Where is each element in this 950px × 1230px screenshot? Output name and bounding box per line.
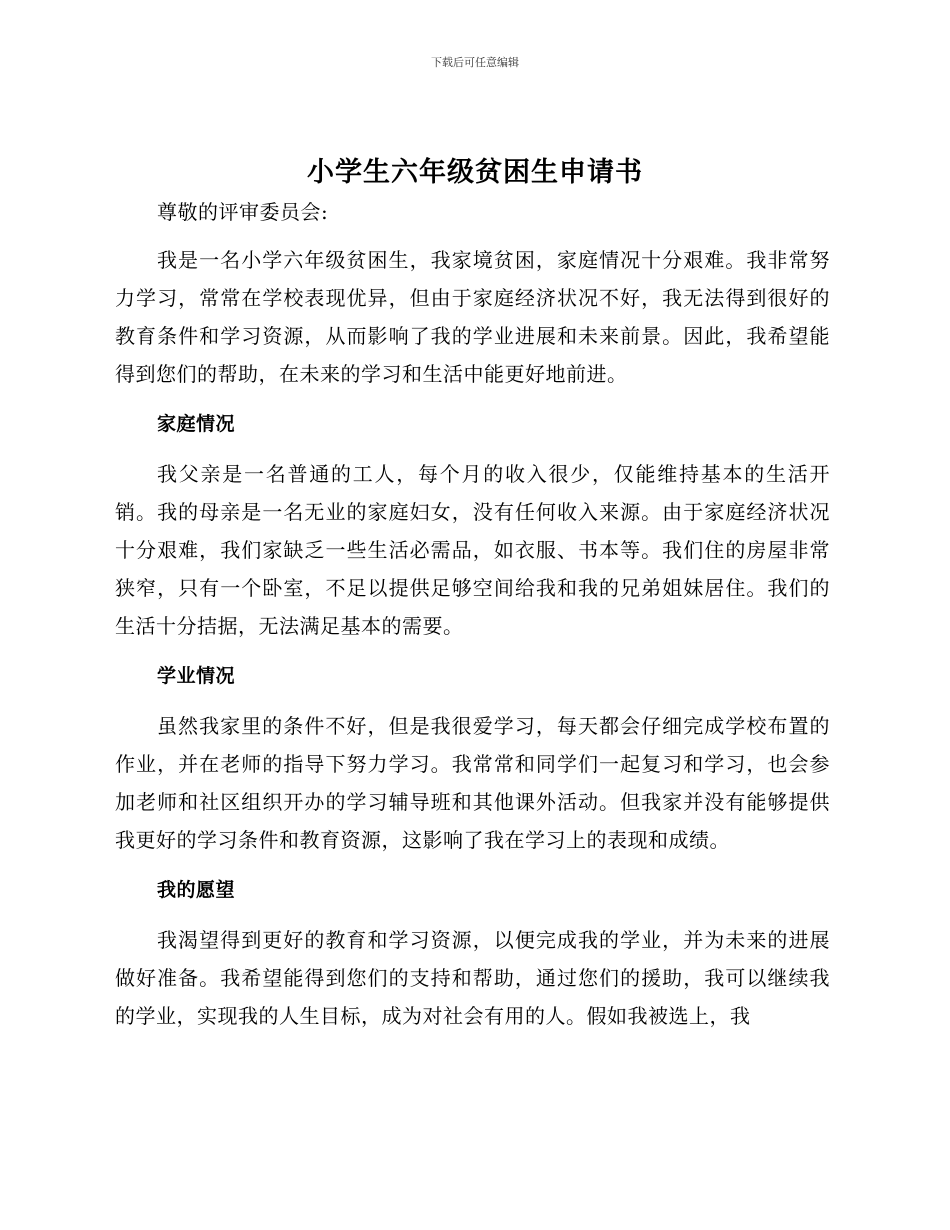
intro-paragraph: 我是一名小学六年级贫困生，我家境贫困，家庭情况十分艰难。我非常努力学习，常常在学校表现优异，但由于家庭经济状况不好，我无法得到很好的教育条件和学习资源，从而影响了我的学业进展和未来前景。因此，我希望能得到您们的帮助，在未来的学习和生活中能更好地前进。 bbox=[115, 248, 830, 386]
header-note: 下载后可任意编辑 bbox=[431, 56, 519, 69]
section-heading-study: 学业情况 bbox=[157, 665, 236, 687]
salutation: 尊敬的评审委员会: bbox=[157, 200, 329, 224]
document-body bbox=[115, 193, 830, 1047]
document-title: 小学生六年级贫困生申请书 bbox=[307, 157, 643, 188]
section-body-study: 虽然我家里的条件不好，但是我很爱学习，每天都会仔细完成学校布置的作业，并在老师的指导下努力学习。我常常和同学们一起复习和学习，也会参加老师和社区组织开办的学习辅导班和其他课外活动。但我家并没有能够提供我更好的学习条件和教育资源，这影响了我在学习上的表现和成绩。 bbox=[115, 714, 830, 852]
section-heading-family: 家庭情况 bbox=[157, 413, 236, 435]
section-heading-wish: 我的愿望 bbox=[157, 879, 236, 901]
section-body-family: 我父亲是一名普通的工人，每个月的收入很少，仅能维持基本的生活开销。我的母亲是一名无业的家庭妇女，没有任何收入来源。由于家庭经济状况十分艰难，我们家缺乏一些生活必需品，如衣服、书本等。我们住的房屋非常狭窄，只有一个卧室，不足以提供足够空间给我和我的兄弟姐妹居住。我们的生活十分拮据，无法满足基本的需要。 bbox=[115, 462, 830, 638]
section-body-wish: 我渴望得到更好的教育和学习资源，以便完成我的学业，并为未来的进展做好准备。我希望能得到您们的支持和帮助，通过您们的援助，我可以继续我的学业，实现我的人生目标，成为对社会有用的人。假如我被选上，我 bbox=[115, 928, 830, 1028]
